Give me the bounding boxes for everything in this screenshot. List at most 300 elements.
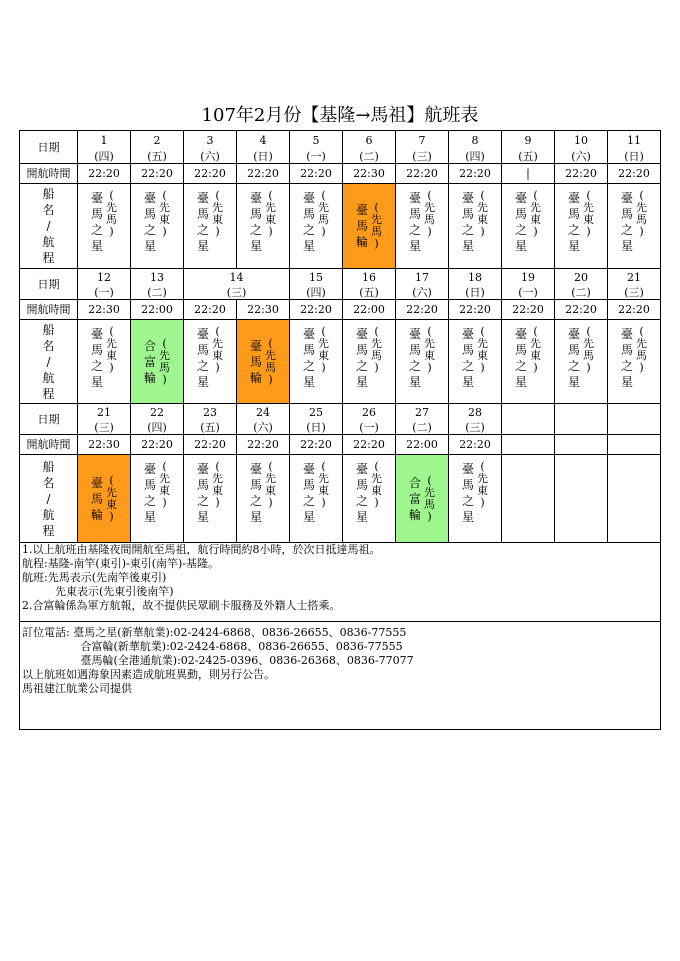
char: 東 — [477, 349, 488, 362]
char: 臺 — [90, 327, 103, 341]
weekday-text: (二) — [571, 286, 591, 299]
note-line: 航程:基隆-南竿(東引)-東引(南竿)-基隆。 — [22, 557, 220, 570]
char: ( — [321, 325, 326, 338]
char: 東 — [212, 484, 223, 497]
depart-time-cell — [502, 300, 555, 320]
vertical-text — [159, 338, 170, 386]
depart-time-cell — [449, 164, 502, 184]
depart-time-cell — [237, 300, 290, 320]
schedule-table — [19, 130, 661, 543]
char: ) — [480, 361, 485, 374]
date-cell — [608, 404, 661, 421]
char: 臺 — [249, 191, 262, 205]
depart-time: 22:30 — [88, 438, 120, 451]
depart-time: 22:20 — [194, 303, 226, 316]
char: ) — [268, 496, 273, 509]
ship-route-label-char: 程 — [42, 386, 55, 401]
date-number: 9 — [524, 134, 532, 147]
vertical-text — [197, 326, 209, 390]
char: 東 — [265, 484, 276, 497]
weekday-text: (六) — [412, 286, 432, 299]
vertical-text — [515, 190, 527, 254]
vertical-text — [91, 475, 103, 523]
date-label — [19, 404, 78, 435]
vertical-text — [371, 202, 382, 250]
char: 先 — [212, 201, 223, 214]
vertical-text — [462, 326, 474, 390]
date-number: 18 — [468, 271, 482, 284]
vertical-text — [250, 461, 262, 525]
char: 臺 — [196, 191, 209, 205]
weekday-cell — [608, 286, 661, 300]
depart-time: | — [526, 167, 530, 180]
char: 先 — [106, 201, 117, 214]
char: ) — [321, 225, 326, 238]
char: 星 — [461, 375, 474, 389]
char: 先 — [371, 213, 382, 226]
weekday-cell — [78, 286, 131, 300]
char: 馬 — [90, 207, 103, 221]
char: 星 — [196, 239, 209, 253]
char: 先 — [318, 337, 329, 350]
char: ) — [586, 361, 591, 374]
char: 先 — [477, 337, 488, 350]
vertical-text — [477, 326, 488, 374]
ship-route-cell — [78, 455, 131, 543]
date-cell — [449, 130, 502, 150]
char: 馬 — [302, 343, 315, 357]
depart-time: 22:30 — [353, 167, 385, 180]
weekday-cell — [184, 286, 290, 300]
char: 臺 — [355, 203, 368, 217]
depart-time: 22:20 — [300, 303, 332, 316]
char: ( — [427, 473, 432, 487]
weekday-cell — [184, 421, 237, 435]
char: 先 — [583, 337, 594, 350]
weekday-cell — [131, 286, 184, 300]
depart-time-cell — [290, 435, 343, 455]
char: 馬 — [408, 207, 421, 221]
vertical-text — [144, 461, 156, 525]
vertical-text — [568, 190, 580, 254]
char: 馬 — [249, 354, 262, 369]
char: 馬 — [355, 478, 368, 492]
char: 先 — [212, 337, 223, 350]
depart-time-cell — [555, 300, 608, 320]
char: ) — [533, 361, 538, 374]
char: 東 — [371, 484, 382, 497]
char: 東 — [212, 349, 223, 362]
depart-time: 22:20 — [459, 303, 491, 316]
char: 之 — [514, 359, 527, 373]
weekday-text: (三) — [226, 286, 247, 299]
char: ( — [639, 189, 644, 202]
char: 星 — [143, 239, 156, 253]
ship-route-label-char: 名 — [42, 338, 55, 353]
ship-route-cell — [290, 184, 343, 269]
char: 馬 — [196, 207, 209, 221]
char: 馬 — [106, 213, 117, 226]
char: 先 — [265, 348, 276, 362]
char: 馬 — [249, 478, 262, 492]
char: 先 — [265, 472, 276, 485]
date-cell — [608, 269, 661, 286]
booking-line: 馬祖建江航業公司提供 — [22, 682, 132, 695]
depart-time: 22:20 — [247, 438, 279, 451]
char: 星 — [143, 510, 156, 524]
char: 先 — [530, 337, 541, 350]
depart-time-cell — [184, 164, 237, 184]
vertical-text — [212, 461, 223, 509]
weekday-text: (日) — [253, 150, 273, 163]
char: 馬 — [196, 343, 209, 357]
char: 馬 — [620, 343, 633, 357]
weekday-text: (一) — [518, 286, 538, 299]
char: ) — [374, 361, 379, 374]
date-number: 24 — [256, 406, 270, 419]
date-cell — [184, 130, 237, 150]
depart-time-cell — [131, 300, 184, 320]
char: 合 — [143, 338, 156, 353]
ship-route-cell — [502, 455, 555, 543]
ship-route-cell — [78, 320, 131, 404]
vertical-text — [91, 190, 103, 254]
char: ) — [321, 496, 326, 509]
vertical-text — [303, 326, 315, 390]
vertical-text — [106, 190, 117, 238]
char: 之 — [461, 223, 474, 237]
char: 之 — [249, 494, 262, 508]
char: 星 — [249, 510, 262, 524]
weekday-text: (一) — [306, 150, 326, 163]
vertical-text — [424, 326, 435, 374]
char: 之 — [302, 359, 315, 373]
weekday-cell — [396, 150, 449, 164]
ship-route-cell — [237, 455, 290, 543]
char: 馬 — [636, 349, 647, 362]
date-number: 14 — [229, 271, 244, 284]
char: 馬 — [567, 343, 580, 357]
depart-time-cell — [449, 435, 502, 455]
ship-route-cell — [555, 455, 608, 543]
char: ) — [639, 225, 644, 238]
vertical-text — [515, 326, 527, 390]
char: 馬 — [371, 349, 382, 362]
char: 之 — [90, 223, 103, 237]
weekday-cell — [237, 421, 290, 435]
weekday-text: (五) — [518, 150, 538, 163]
char: ( — [586, 325, 591, 338]
char: ( — [427, 325, 432, 338]
char: 臺 — [461, 462, 474, 476]
date-cell — [396, 404, 449, 421]
ship-route-label-char: 船 — [42, 322, 55, 337]
weekday-cell — [184, 150, 237, 164]
char: 之 — [461, 359, 474, 373]
char: 之 — [196, 223, 209, 237]
vertical-text — [318, 461, 329, 509]
vertical-text — [106, 326, 117, 374]
char: 馬 — [302, 207, 315, 221]
vertical-text — [91, 326, 103, 390]
char: 星 — [514, 375, 527, 389]
depart-time: 22:20 — [88, 167, 120, 180]
char: 星 — [302, 375, 315, 389]
char: ( — [109, 189, 114, 202]
depart-time-cell — [78, 164, 131, 184]
vertical-text — [636, 190, 647, 238]
booking-line: 以上航班如遇海象因素造成航班異動，則另行公告。 — [22, 668, 275, 681]
ship-route-cell — [290, 320, 343, 404]
vertical-text — [212, 326, 223, 374]
char: 臺 — [355, 462, 368, 476]
char: 臺 — [567, 327, 580, 341]
vertical-text — [356, 461, 368, 525]
char: ) — [427, 509, 432, 523]
depart-time-cell — [343, 164, 396, 184]
depart-time-cell — [290, 300, 343, 320]
depart-time-cell — [290, 164, 343, 184]
ship-route-cell — [449, 455, 502, 543]
depart-time-label-text: 開航時間 — [26, 167, 71, 180]
vertical-text — [371, 326, 382, 374]
char: 星 — [461, 510, 474, 524]
char: 臺 — [143, 191, 156, 205]
weekday-text: (三) — [94, 421, 114, 434]
depart-time: 22:20 — [565, 167, 597, 180]
ship-route-cell — [502, 184, 555, 269]
char: 之 — [620, 359, 633, 373]
char: 馬 — [567, 207, 580, 221]
vertical-text — [636, 326, 647, 374]
date-cell — [184, 269, 290, 286]
ship-route-cell — [608, 320, 661, 404]
char: 先 — [318, 201, 329, 214]
char: 臺 — [90, 475, 103, 490]
char: 臺 — [302, 327, 315, 341]
char: 之 — [355, 359, 368, 373]
char: 先 — [159, 472, 170, 485]
weekday-cell — [78, 150, 131, 164]
char: 之 — [196, 359, 209, 373]
vertical-text — [583, 326, 594, 374]
char: 馬 — [514, 207, 527, 221]
char: 先 — [212, 472, 223, 485]
char: 合 — [408, 475, 421, 490]
depart-time-cell — [237, 164, 290, 184]
depart-time-label — [19, 164, 78, 184]
depart-time-cell — [502, 435, 555, 455]
ship-route-label-char: / — [46, 219, 51, 233]
ship-route-cell — [396, 320, 449, 404]
char: ) — [162, 372, 167, 386]
weekday-text: (四) — [465, 150, 485, 163]
depart-time-cell — [555, 435, 608, 455]
char: 馬 — [355, 343, 368, 357]
booking-line: 訂位電話: 臺馬之星(新華航業):02-2424-6868、0836-26655、0836-77555 — [22, 626, 407, 639]
ship-route-cell — [343, 184, 396, 269]
char: ( — [374, 201, 379, 214]
char: ) — [374, 237, 379, 250]
char: 臺 — [90, 191, 103, 205]
date-cell — [555, 404, 608, 421]
char: 星 — [249, 239, 262, 253]
ship-route-cell — [449, 184, 502, 269]
char: 臺 — [514, 327, 527, 341]
weekday-text: (三) — [412, 150, 432, 163]
char: 星 — [620, 375, 633, 389]
char: 之 — [567, 359, 580, 373]
char: 先 — [530, 201, 541, 214]
char: 馬 — [90, 491, 103, 506]
date-number: 4 — [259, 134, 267, 147]
booking-line: 合富輪(新華航業):02-2424-6868、0836-26655、0836-77555 — [22, 640, 403, 653]
ship-route-label-char: 名 — [42, 475, 55, 490]
depart-time-cell — [131, 164, 184, 184]
date-number: 16 — [362, 271, 376, 284]
vertical-text — [409, 475, 421, 523]
vertical-text — [462, 190, 474, 254]
char: 星 — [196, 510, 209, 524]
char: 馬 — [461, 478, 474, 492]
char: 星 — [514, 239, 527, 253]
date-cell — [449, 404, 502, 421]
weekday-cell — [502, 421, 555, 435]
weekday-text: (三) — [624, 286, 644, 299]
char: ( — [374, 325, 379, 338]
char: 先 — [477, 472, 488, 485]
char: ) — [480, 496, 485, 509]
weekday-cell — [290, 150, 343, 164]
char: ( — [162, 460, 167, 473]
char: 富 — [143, 354, 156, 369]
weekday-text: (五) — [359, 286, 379, 299]
weekday-cell — [343, 150, 396, 164]
char: 東 — [530, 213, 541, 226]
depart-time: 22:20 — [618, 303, 650, 316]
date-number: 22 — [150, 406, 164, 419]
char: 東 — [212, 213, 223, 226]
depart-time-cell — [608, 164, 661, 184]
depart-time: 22:20 — [406, 167, 438, 180]
depart-time-label-text: 開航時間 — [26, 438, 71, 451]
char: 馬 — [302, 478, 315, 492]
date-number: 17 — [415, 271, 429, 284]
date-number: 20 — [574, 271, 588, 284]
weekday-cell — [555, 421, 608, 435]
weekday-cell — [608, 421, 661, 435]
date-cell — [78, 269, 131, 286]
char: 臺 — [514, 191, 527, 205]
date-cell — [290, 404, 343, 421]
ship-route-cell — [131, 320, 184, 404]
char: 馬 — [620, 207, 633, 221]
weekday-cell — [343, 421, 396, 435]
char: ( — [268, 460, 273, 473]
ship-route-cell — [237, 320, 290, 404]
depart-time: 22:20 — [194, 438, 226, 451]
date-cell — [237, 130, 290, 150]
char: 先 — [159, 201, 170, 214]
ship-route-cell — [131, 184, 184, 269]
depart-time-cell — [396, 435, 449, 455]
ship-route-cell — [184, 184, 237, 269]
date-number: 5 — [312, 134, 320, 147]
vertical-text — [159, 190, 170, 238]
date-cell — [502, 269, 555, 286]
char: 臺 — [249, 338, 262, 353]
char: 星 — [567, 375, 580, 389]
ship-route-cell — [237, 184, 290, 269]
vertical-text — [303, 190, 315, 254]
char: ( — [427, 189, 432, 202]
weekday-cell — [396, 421, 449, 435]
ship-route-cell — [555, 320, 608, 404]
char: 輪 — [90, 507, 103, 522]
depart-time: 22:20 — [459, 438, 491, 451]
ship-route-label-char: 船 — [42, 459, 55, 474]
char: 東 — [159, 484, 170, 497]
ship-route-cell — [184, 455, 237, 543]
char: ( — [268, 336, 273, 350]
char: 馬 — [371, 225, 382, 238]
char: 之 — [355, 494, 368, 508]
char: 臺 — [302, 462, 315, 476]
weekday-cell — [290, 421, 343, 435]
char: 星 — [408, 239, 421, 253]
ship-route-label-char: 名 — [42, 203, 55, 217]
date-cell — [184, 404, 237, 421]
char: 星 — [408, 375, 421, 389]
char: 馬 — [461, 343, 474, 357]
char: 先 — [159, 348, 170, 362]
ship-route-label-char: 船 — [42, 187, 55, 201]
char: 之 — [567, 223, 580, 237]
char: 星 — [196, 375, 209, 389]
date-cell — [131, 269, 184, 286]
weekday-text: (四) — [147, 421, 167, 434]
char: ) — [427, 225, 432, 238]
ship-route-label-char: 航 — [42, 370, 55, 385]
ship-route-cell — [396, 455, 449, 543]
char: 馬 — [249, 207, 262, 221]
char: 馬 — [196, 478, 209, 492]
date-cell — [555, 269, 608, 286]
char: 星 — [302, 239, 315, 253]
depart-time: 22:20 — [141, 438, 173, 451]
depart-time: 22:30 — [88, 303, 120, 316]
depart-time: 22:20 — [565, 303, 597, 316]
depart-time: 22:20 — [459, 167, 491, 180]
ship-route-label-char: / — [46, 491, 51, 506]
char: 之 — [90, 359, 103, 373]
date-cell — [131, 130, 184, 150]
weekday-cell — [343, 286, 396, 300]
char: 馬 — [514, 343, 527, 357]
date-number: 23 — [203, 406, 217, 419]
depart-time-cell — [396, 164, 449, 184]
char: ( — [480, 189, 485, 202]
char: 東 — [424, 349, 435, 362]
char: 臺 — [408, 327, 421, 341]
depart-time: 22:20 — [194, 167, 226, 180]
char: ) — [109, 509, 114, 523]
weekday-text: (六) — [253, 421, 273, 434]
date-number: 21 — [97, 406, 111, 419]
date-label — [19, 130, 78, 164]
char: ) — [427, 361, 432, 374]
date-number: 25 — [309, 406, 323, 419]
